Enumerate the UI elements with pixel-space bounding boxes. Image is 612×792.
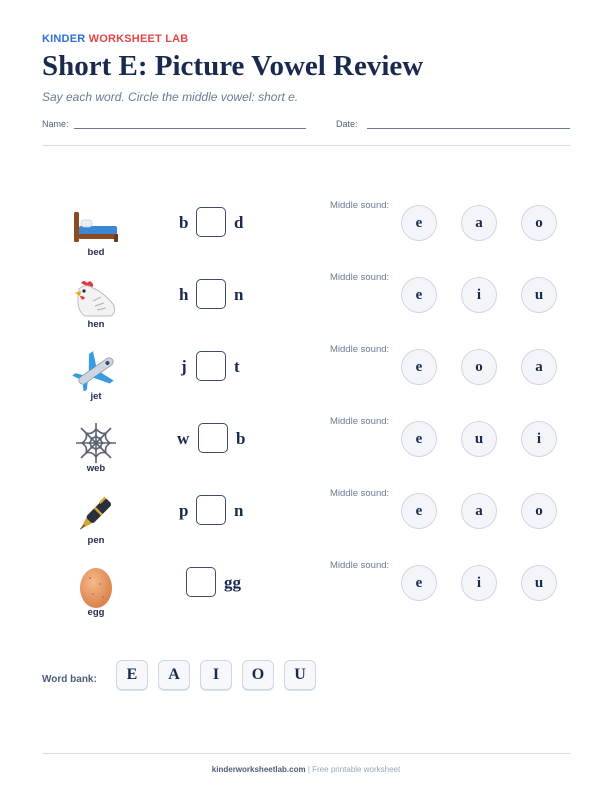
cvc-word <box>176 567 256 603</box>
picture-word: egg <box>87 607 105 618</box>
vowel-option[interactable]: e <box>401 493 437 529</box>
instructions: Say each word. Circle the middle vowel: short e. <box>42 90 299 104</box>
picture-word: hen <box>87 319 105 330</box>
picture-word: pen <box>87 535 105 546</box>
middle-sound-label: Middle sound: <box>330 344 390 355</box>
word-bank-letter[interactable]: U <box>284 660 316 690</box>
first-letter: p <box>179 501 189 520</box>
jet-icon <box>70 351 122 391</box>
name-label: Name: <box>42 119 69 129</box>
cvc-word <box>176 495 256 531</box>
vowel-answer-box[interactable] <box>198 423 228 453</box>
footer-divider <box>42 753 570 754</box>
vowel-option[interactable]: a <box>521 349 557 385</box>
first-letter: j <box>181 357 187 376</box>
page-title: Short E: Picture Vowel Review <box>42 50 424 82</box>
vowel-option[interactable]: a <box>461 205 497 241</box>
footer-separator: | <box>305 765 313 774</box>
picture-word: web <box>86 463 106 474</box>
vowel-answer-box[interactable] <box>196 495 226 525</box>
last-letter: t <box>234 357 240 376</box>
middle-sound-label: Middle sound: <box>330 488 390 499</box>
vowel-option[interactable]: e <box>401 421 437 457</box>
vowel-option[interactable]: e <box>401 205 437 241</box>
vowel-option[interactable]: u <box>521 565 557 601</box>
last-letter: n <box>234 285 244 304</box>
vowel-option[interactable]: o <box>521 493 557 529</box>
vowel-option[interactable]: a <box>461 493 497 529</box>
footer <box>0 765 612 774</box>
vowel-option[interactable]: u <box>521 277 557 313</box>
brand-part1: KINDER <box>42 33 86 45</box>
vowel-option[interactable]: i <box>461 565 497 601</box>
picture-word: bed <box>87 247 105 258</box>
word-bank-letter[interactable]: A <box>158 660 190 690</box>
footer-site-link[interactable]: kinderworksheetlab.com <box>211 765 306 774</box>
middle-sound-label: Middle sound: <box>330 560 390 571</box>
vowel-option[interactable]: e <box>401 277 437 313</box>
exercise-row <box>0 560 612 639</box>
vowel-option[interactable]: o <box>521 205 557 241</box>
vowel-option[interactable]: e <box>401 565 437 601</box>
word-bank-letter[interactable]: O <box>242 660 274 690</box>
pen-icon <box>70 495 122 535</box>
word-bank-letter[interactable]: E <box>116 660 148 690</box>
vowel-answer-box[interactable] <box>196 351 226 381</box>
middle-sound-label: Middle sound: <box>330 272 390 283</box>
bed-icon <box>70 207 122 247</box>
first-letter: w <box>177 429 190 448</box>
cvc-word <box>176 351 256 387</box>
egg-icon <box>70 567 122 607</box>
first-letter: b <box>179 213 189 232</box>
last-letter: b <box>236 429 246 448</box>
exercise-row <box>0 200 612 279</box>
brand-logo <box>42 33 188 45</box>
middle-sound-label: Middle sound: <box>330 200 390 211</box>
vowel-answer-box[interactable] <box>186 567 216 597</box>
hen-icon <box>70 279 122 319</box>
vowel-option[interactable]: o <box>461 349 497 385</box>
vowel-answer-box[interactable] <box>196 207 226 237</box>
vowel-option[interactable]: i <box>521 421 557 457</box>
exercise-row <box>0 416 612 495</box>
brand-part2: WORKSHEET LAB <box>88 33 189 45</box>
exercise-row <box>0 272 612 351</box>
name-field[interactable] <box>74 128 306 129</box>
picture-word: jet <box>90 391 102 402</box>
last-letter: d <box>234 213 244 232</box>
word-bank-letter[interactable]: I <box>200 660 232 690</box>
cvc-word <box>176 423 256 459</box>
date-label: Date: <box>336 119 358 129</box>
date-field[interactable] <box>367 128 570 129</box>
vowel-option[interactable]: e <box>401 349 437 385</box>
last-letter: n <box>234 501 244 520</box>
last-letter: gg <box>224 573 241 592</box>
vowel-option[interactable]: i <box>461 277 497 313</box>
exercise-row <box>0 344 612 423</box>
footer-note: Free printable worksheet <box>312 765 401 774</box>
cvc-word <box>176 279 256 315</box>
web-icon <box>70 423 122 463</box>
cvc-word <box>176 207 256 243</box>
word-bank-label: Word bank: <box>42 674 97 685</box>
middle-sound-label: Middle sound: <box>330 416 390 427</box>
header-divider <box>42 145 570 146</box>
vowel-option[interactable]: u <box>461 421 497 457</box>
first-letter: h <box>179 285 189 304</box>
exercise-row <box>0 488 612 567</box>
vowel-answer-box[interactable] <box>196 279 226 309</box>
